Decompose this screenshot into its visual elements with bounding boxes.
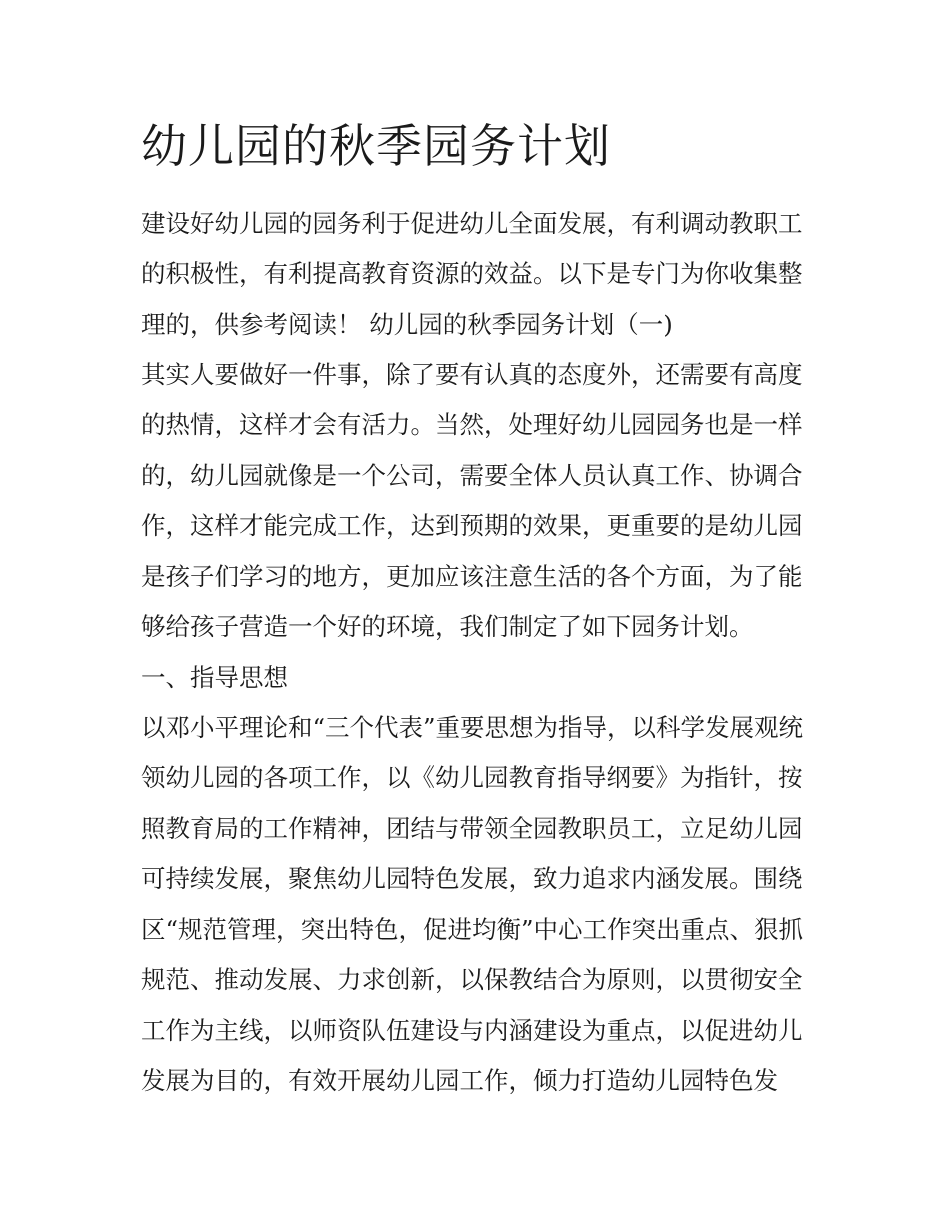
body-text-line: 的，幼儿园就像是一个公司，需要全体人员认真工作、协调合 (141, 461, 803, 490)
body-text-line: 是孩子们学习的地方，更加应该注意生活的各个方面，为了能 (141, 562, 803, 591)
body-text-line: 照教育局的工作精神，团结与带领全园教职员工，立足幼儿园 (141, 814, 803, 843)
body-text-line: 以邓小平理论和“三个代表”重要思想为指导，以科学发展观统 (141, 713, 804, 742)
body-text-line: 规范、推动发展、力求创新，以保教结合为原则，以贯彻安全 (141, 965, 803, 994)
body-text-line: 可持续发展，聚焦幼儿园特色发展，致力追求内涵发展。围绕 (141, 864, 803, 893)
body-text-line: 领幼儿园的各项工作，以《幼儿园教育指导纲要》为指针，按 (141, 763, 803, 792)
body-text-line: 的积极性，有利提高教育资源的效益。以下是专门为你收集整 (141, 259, 803, 288)
body-text-line: 其实人要做好一件事，除了要有认真的态度外，还需要有高度 (141, 360, 803, 389)
body-text-line: 工作为主线，以师资队伍建设与内涵建设为重点，以促进幼儿 (141, 1016, 803, 1045)
body-text-line: 发展为目的，有效开展幼儿园工作，倾力打造幼儿园特色发 (141, 1066, 778, 1095)
body-text-line: 的热情，这样才会有活力。当然，处理好幼儿园园务也是一样 (141, 410, 803, 439)
section-heading: 一、指导思想 (141, 663, 288, 692)
body-text-line: 建设好幼儿园的园务利于促进幼儿全面发展，有利调动教职工 (141, 209, 803, 238)
body-text-line: 理的，供参考阅读！ 幼儿园的秋季园务计划（一) (141, 310, 673, 339)
body-text-line: 区“规范管理，突出特色，促进均衡”中心工作突出重点、狠抓 (141, 915, 804, 944)
body-text-line: 作，这样才能完成工作，达到预期的效果，更重要的是幼儿园 (141, 511, 803, 540)
page-title: 幼儿园的秋季园务计划 (141, 119, 611, 173)
body-text-line: 够给孩子营造一个好的环境，我们制定了如下园务计划。 (141, 612, 754, 641)
